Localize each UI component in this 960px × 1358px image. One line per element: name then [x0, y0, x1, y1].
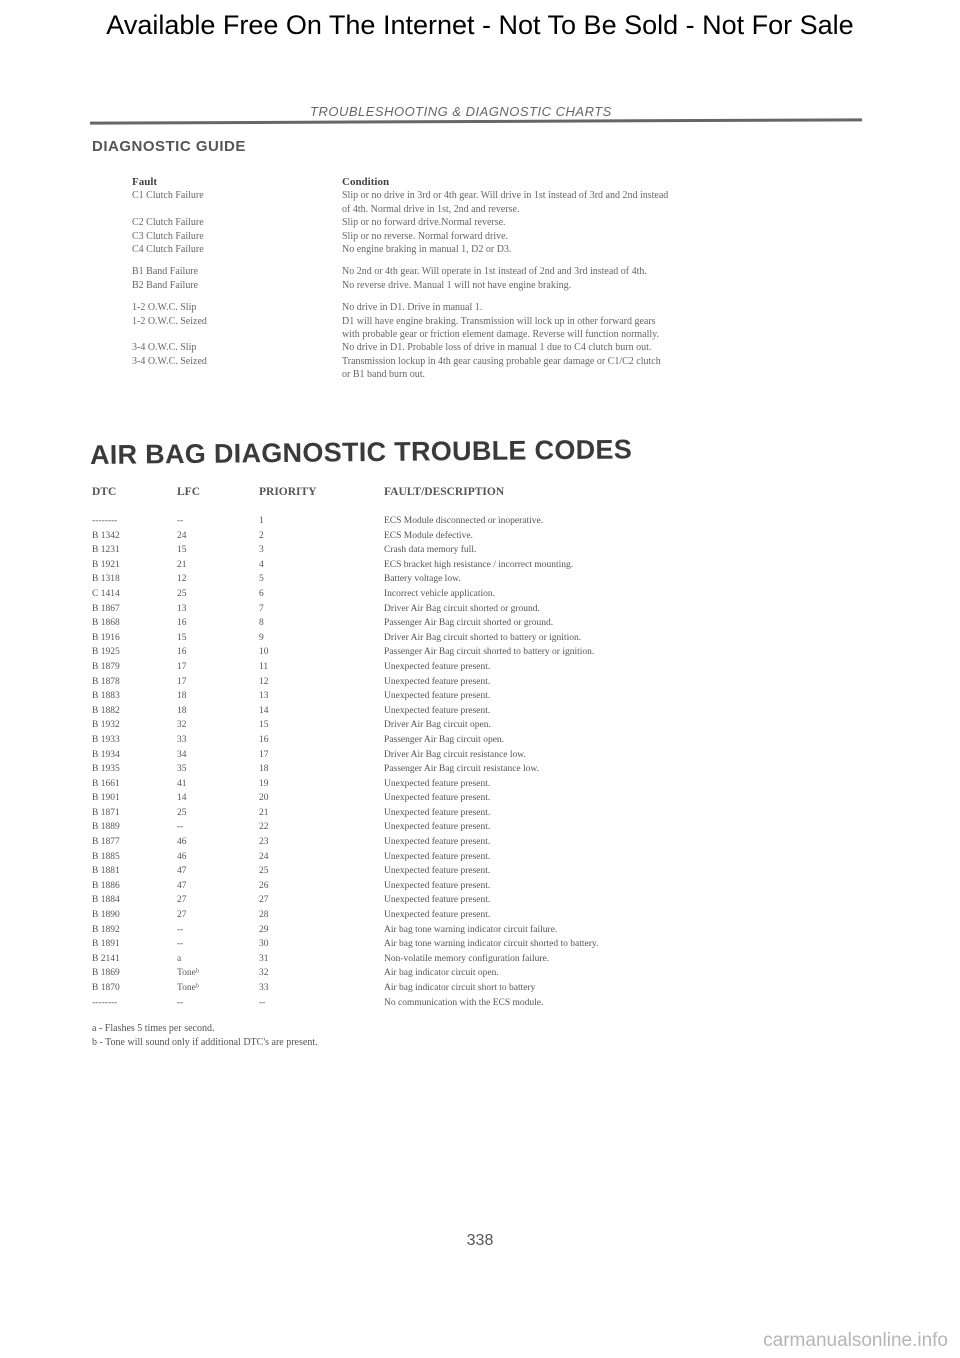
table-row: [92, 529, 792, 544]
lfc-cell: 35: [177, 764, 187, 775]
guide-row: [132, 203, 782, 216]
table-row: [92, 864, 792, 879]
priority-cell: 18: [259, 764, 269, 775]
description-cell: Air bag indicator circuit open.: [384, 968, 499, 979]
dtc-cell: B 1933: [92, 734, 120, 745]
description-cell: ECS bracket high resistance / incorrect mounting.: [384, 559, 574, 570]
dtc-cell: B 1877: [92, 837, 120, 848]
condition-cell: D1 will have engine braking. Transmission will lock up in other forward gears: [342, 315, 656, 327]
table-row: [92, 602, 792, 617]
guide-row: [132, 328, 782, 341]
chapter-title: TROUBLESHOOTING & DIAGNOSTIC CHARTS: [310, 104, 612, 119]
condition-cell: Slip or no drive in 3rd or 4th gear. Will drive in 1st instead of 3rd and 2nd instead: [342, 190, 669, 202]
condition-cell: Slip or no forward drive.Normal reverse.: [342, 217, 506, 229]
condition-cell: of 4th. Normal drive in 1st, 2nd and reverse.: [342, 203, 520, 215]
dtc-cell: B 1881: [92, 866, 120, 877]
table-row: [92, 806, 792, 821]
condition-cell: No drive in D1. Drive in manual 1.: [342, 302, 483, 314]
priority-cell: 12: [259, 676, 269, 687]
condition-header: Condition: [342, 176, 390, 188]
guide-row: [132, 189, 782, 202]
description-cell: Unexpected feature present.: [384, 705, 491, 716]
lfc-cell: --: [177, 822, 184, 833]
fault-cell: [132, 328, 342, 341]
lfc-cell: 21: [177, 559, 187, 570]
lfc-cell: 18: [177, 691, 187, 702]
condition-cell: No 2nd or 4th gear. Will operate in 1st instead of 2nd and 3rd instead of 4th.: [342, 266, 647, 278]
lfc-cell: 16: [177, 647, 187, 658]
lfc-cell: 13: [177, 603, 187, 614]
fault-cell: 1-2 O.W.C. Slip: [132, 302, 197, 314]
lfc-cell: 14: [177, 793, 187, 804]
table-row: [92, 572, 792, 587]
lfc-cell: 27: [177, 910, 187, 921]
fault-cell: [132, 203, 342, 216]
table-row: [92, 543, 792, 558]
dtc-cell: B 1318: [92, 574, 120, 585]
table-row: [92, 981, 792, 996]
description-cell: Unexpected feature present.: [384, 822, 491, 833]
lfc-cell: 34: [177, 749, 187, 760]
fault-cell: 3-4 O.W.C. Seized: [132, 355, 207, 367]
dtc-cell: B 1879: [92, 661, 120, 672]
diagnostic-guide-title: DIAGNOSTIC GUIDE: [92, 138, 246, 155]
description-cell: Driver Air Bag circuit shorted to battery or ignition.: [384, 632, 582, 643]
lfc-cell: 25: [177, 588, 187, 599]
priority-cell: 3: [259, 545, 264, 556]
lfc-cell: 17: [177, 676, 187, 687]
priority-cell: 25: [259, 866, 269, 877]
condition-cell: No engine braking in manual 1, D2 or D3.: [342, 244, 512, 256]
table-row: [92, 835, 792, 850]
priority-cell: 24: [259, 851, 269, 862]
table-row: [92, 748, 792, 763]
table-row: [92, 558, 792, 573]
condition-cell: or B1 band burn out.: [342, 369, 426, 381]
table-row: [92, 718, 792, 733]
priority-cell: 32: [259, 968, 269, 979]
priority-cell: 22: [259, 822, 269, 833]
priority-cell: 27: [259, 895, 269, 906]
description-cell: Passenger Air Bag circuit resistance low.: [384, 764, 540, 775]
guide-header-row: [132, 176, 782, 189]
dtc-cell: B 1878: [92, 676, 120, 687]
description-cell: No communication with the ECS module.: [384, 997, 544, 1008]
condition-cell: No reverse drive. Manual 1 will not have engine braking.: [342, 279, 572, 291]
lfc-cell: Toneᵇ: [177, 983, 199, 993]
priority-cell: 26: [259, 880, 269, 891]
lfc-cell: 32: [177, 720, 187, 731]
description-cell: Passenger Air Bag circuit shorted or ground.: [384, 618, 554, 629]
fault-cell: [132, 368, 342, 381]
description-cell: Unexpected feature present.: [384, 866, 491, 877]
dtc-cell: B 1870: [92, 983, 120, 993]
table-row: [92, 587, 792, 602]
guide-row: [132, 265, 782, 278]
lfc-cell: --: [177, 997, 184, 1008]
fault-cell: C1 Clutch Failure: [132, 190, 204, 202]
table-row: [92, 791, 792, 806]
table-row: [92, 937, 792, 952]
priority-cell: --: [259, 997, 266, 1008]
fault-description-header: FAULT/DESCRIPTION: [384, 486, 505, 498]
description-cell: Unexpected feature present.: [384, 851, 491, 862]
guide-row: [132, 279, 782, 292]
table-row: [92, 514, 792, 529]
table-row: [92, 923, 792, 938]
priority-header: PRIORITY: [259, 486, 317, 498]
dtc-cell: B 1231: [92, 545, 120, 556]
table-row: [92, 893, 792, 908]
dtc-cell: B 1886: [92, 880, 120, 891]
lfc-cell: 47: [177, 866, 187, 877]
dtc-cell: B 1867: [92, 603, 120, 614]
priority-cell: 13: [259, 691, 269, 702]
guide-row: [132, 355, 782, 368]
footnote-a: a - Flashes 5 times per second.: [92, 1023, 215, 1034]
table-row: [92, 996, 792, 1011]
description-cell: Air bag indicator circuit short to battery: [384, 983, 536, 993]
diagnostic-guide-table: [132, 176, 782, 382]
condition-cell: with probable gear or friction element damage. Reverse will function normally.: [342, 329, 660, 341]
dtc-cell: B 1889: [92, 822, 120, 833]
guide-body: [132, 189, 782, 381]
priority-cell: 8: [259, 618, 264, 629]
table-row: [92, 850, 792, 865]
priority-cell: 31: [259, 953, 269, 964]
fault-cell: 1-2 O.W.C. Seized: [132, 315, 207, 327]
dtc-cell: B 2141: [92, 953, 120, 964]
table-row: [92, 660, 792, 675]
dtc-cell: --------: [92, 997, 118, 1008]
dtc-cell: B 1884: [92, 895, 120, 906]
lfc-cell: 33: [177, 734, 187, 745]
lfc-cell: 41: [177, 778, 187, 789]
dtc-cell: B 1885: [92, 851, 120, 862]
dtc-cell: B 1932: [92, 720, 120, 731]
description-cell: Incorrect vehicle application.: [384, 588, 496, 599]
table-row: [92, 908, 792, 923]
priority-cell: 28: [259, 910, 269, 921]
dtc-table: [92, 514, 792, 1010]
priority-cell: 17: [259, 749, 269, 760]
lfc-cell: 18: [177, 705, 187, 716]
priority-cell: 15: [259, 720, 269, 731]
dtc-cell: B 1890: [92, 910, 120, 921]
dtc-cell: B 1891: [92, 939, 120, 950]
dtc-cell: B 1892: [92, 924, 120, 935]
table-row: [92, 733, 792, 748]
guide-row: [132, 341, 782, 354]
lfc-cell: Toneᵇ: [177, 968, 199, 979]
description-cell: ECS Module disconnected or inoperative.: [384, 516, 544, 526]
priority-cell: 23: [259, 837, 269, 848]
priority-cell: 29: [259, 924, 269, 935]
dtc-header-row: [92, 486, 504, 498]
description-cell: Unexpected feature present.: [384, 676, 491, 687]
site-watermark: carmanualsonline.info: [763, 1330, 948, 1351]
description-cell: Non-volatile memory configuration failure.: [384, 953, 550, 964]
priority-cell: 6: [259, 588, 264, 599]
fault-cell: B1 Band Failure: [132, 266, 199, 278]
table-row: [92, 820, 792, 835]
table-row: [92, 616, 792, 631]
guide-row: [132, 243, 782, 256]
fault-cell: 3-4 O.W.C. Slip: [132, 342, 197, 354]
lfc-cell: 25: [177, 807, 187, 818]
priority-cell: 2: [259, 530, 264, 541]
description-cell: Crash data memory full.: [384, 545, 477, 556]
dtc-cell: B 1882: [92, 705, 120, 716]
priority-cell: 14: [259, 705, 269, 716]
fault-cell: C2 Clutch Failure: [132, 217, 204, 229]
lfc-cell: 47: [177, 880, 187, 891]
fault-header: Fault: [132, 176, 158, 188]
guide-row: [132, 230, 782, 243]
description-cell: Unexpected feature present.: [384, 880, 491, 891]
lfc-cell: 24: [177, 530, 187, 541]
priority-cell: 1: [259, 516, 264, 526]
description-cell: Unexpected feature present.: [384, 778, 491, 789]
condition-cell: No drive in D1. Probable loss of drive in manual 1 due to C4 clutch burn out.: [342, 342, 652, 354]
table-row: [92, 631, 792, 646]
fault-cell: C4 Clutch Failure: [132, 244, 204, 256]
dtc-cell: C 1414: [92, 588, 120, 599]
description-cell: Driver Air Bag circuit resistance low.: [384, 749, 526, 760]
table-row: [92, 879, 792, 894]
description-cell: Passenger Air Bag circuit shorted to battery or ignition.: [384, 647, 595, 658]
description-cell: Air bag tone warning indicator circuit shorted to battery.: [384, 939, 599, 950]
description-cell: Battery voltage low.: [384, 574, 461, 585]
lfc-cell: 12: [177, 574, 187, 585]
table-row: [92, 689, 792, 704]
table-row: [92, 777, 792, 792]
priority-cell: 11: [259, 661, 269, 672]
description-cell: Unexpected feature present.: [384, 691, 491, 702]
dtc-cell: B 1883: [92, 691, 120, 702]
dtc-cell: B 1661: [92, 778, 120, 789]
condition-cell: Slip or no reverse. Normal forward drive.: [342, 230, 509, 242]
dtc-cell: B 1342: [92, 530, 120, 541]
description-cell: Passenger Air Bag circuit open.: [384, 734, 505, 745]
dtc-cell: B 1935: [92, 764, 120, 775]
priority-cell: 7: [259, 603, 264, 614]
dtc-cell: B 1871: [92, 807, 120, 818]
description-cell: Unexpected feature present.: [384, 895, 491, 906]
priority-cell: 30: [259, 939, 269, 950]
fault-cell: B2 Band Failure: [132, 279, 199, 291]
condition-cell: Transmission lockup in 4th gear causing probable gear damage or C1/C2 clutch: [342, 355, 661, 367]
priority-cell: 4: [259, 559, 264, 570]
footnotes: [92, 1022, 318, 1050]
group-spacer: [132, 292, 782, 301]
lfc-cell: 46: [177, 837, 187, 848]
guide-row: [132, 301, 782, 314]
guide-row: [132, 368, 782, 381]
dtc-header: DTC: [92, 486, 117, 498]
description-cell: Driver Air Bag circuit shorted or ground.: [384, 603, 540, 614]
fault-cell: C3 Clutch Failure: [132, 230, 204, 242]
lfc-cell: 15: [177, 632, 187, 643]
lfc-cell: a: [177, 953, 182, 964]
description-cell: Driver Air Bag circuit open.: [384, 720, 491, 731]
availability-banner: Available Free On The Internet - Not To Be Sold - Not For Sale: [106, 10, 854, 40]
lfc-cell: 15: [177, 545, 187, 556]
lfc-cell: 16: [177, 618, 187, 629]
description-cell: Unexpected feature present.: [384, 807, 491, 818]
priority-cell: 20: [259, 793, 269, 804]
priority-cell: 10: [259, 647, 269, 658]
dtc-cell: B 1921: [92, 559, 120, 570]
description-cell: Unexpected feature present.: [384, 910, 491, 921]
dtc-cell: B 1925: [92, 647, 120, 658]
description-cell: Unexpected feature present.: [384, 661, 491, 672]
table-row: [92, 645, 792, 660]
footnote-b: b - Tone will sound only if additional DTC's are present.: [92, 1037, 318, 1048]
guide-row: [132, 315, 782, 328]
lfc-cell: --: [177, 924, 184, 935]
dtc-cell: B 1869: [92, 968, 120, 979]
priority-cell: 33: [259, 983, 269, 993]
description-cell: ECS Module defective.: [384, 530, 473, 541]
description-cell: Air bag tone warning indicator circuit failure.: [384, 924, 558, 935]
priority-cell: 5: [259, 574, 264, 585]
dtc-cell: B 1934: [92, 749, 120, 760]
dtc-cell: --------: [92, 516, 118, 526]
priority-cell: 9: [259, 632, 264, 643]
dtc-cell: B 1868: [92, 618, 120, 629]
description-cell: Unexpected feature present.: [384, 793, 491, 804]
table-row: [92, 704, 792, 719]
table-row: [92, 952, 792, 967]
lfc-cell: 27: [177, 895, 187, 906]
page-number: 338: [466, 1232, 494, 1249]
airbag-dtc-title: AIR BAG DIAGNOSTIC TROUBLE CODES: [89, 434, 633, 470]
lfc-cell: --: [177, 939, 184, 950]
group-spacer: [132, 256, 782, 265]
description-cell: Unexpected feature present.: [384, 837, 491, 848]
priority-cell: 19: [259, 778, 269, 789]
table-row: [92, 966, 792, 981]
priority-cell: 16: [259, 734, 269, 745]
guide-row: [132, 216, 782, 229]
header-rule: [90, 118, 862, 124]
dtc-cell: B 1901: [92, 793, 120, 804]
lfc-header: LFC: [177, 486, 200, 498]
lfc-cell: --: [177, 516, 184, 526]
priority-cell: 21: [259, 807, 269, 818]
lfc-cell: 17: [177, 661, 187, 672]
dtc-cell: B 1916: [92, 632, 120, 643]
table-row: [92, 675, 792, 690]
lfc-cell: 46: [177, 851, 187, 862]
table-row: [92, 762, 792, 777]
